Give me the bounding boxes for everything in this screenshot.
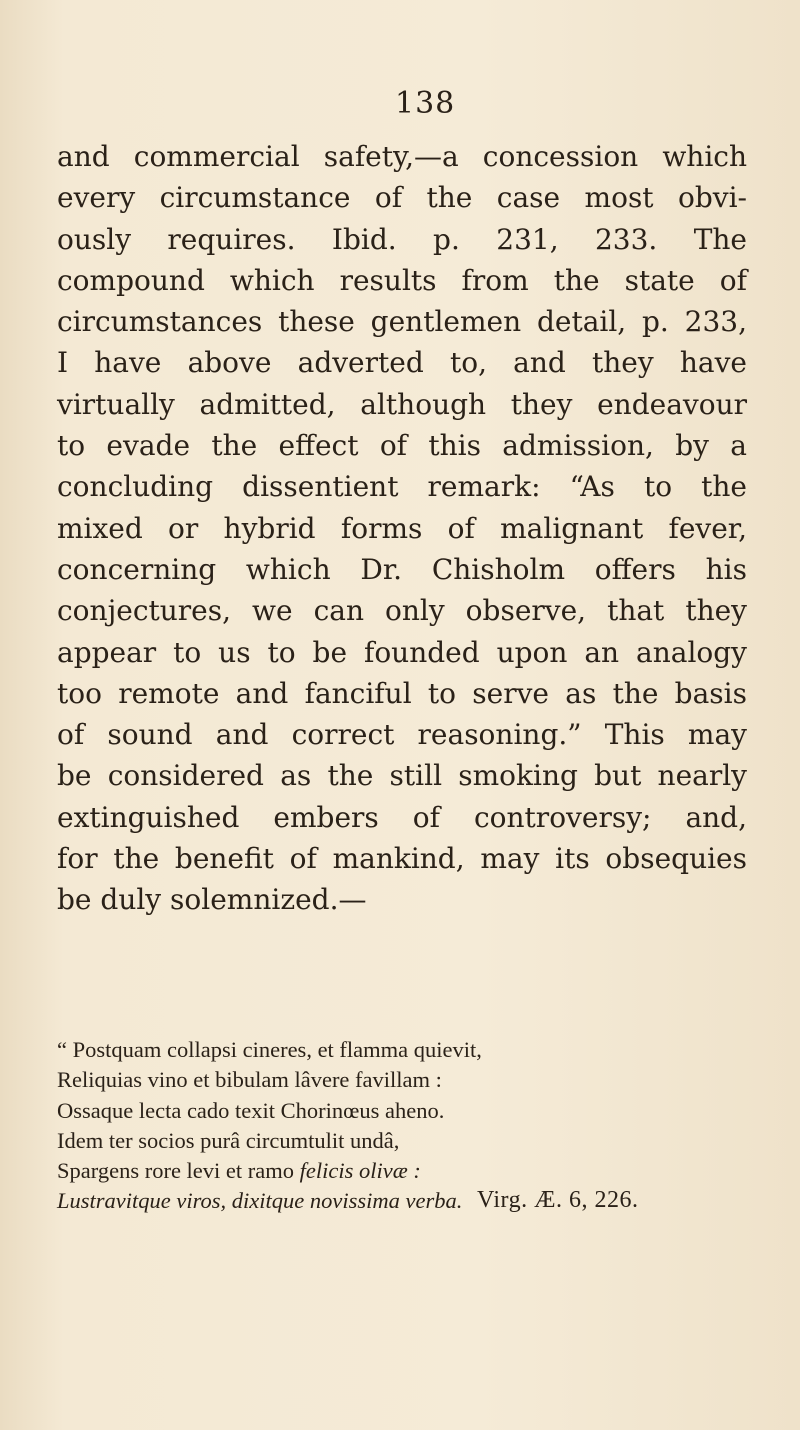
text-line: and commercial safety,—a concession which bbox=[57, 140, 747, 173]
quote-line bbox=[57, 1156, 747, 1186]
text-line: compound which results from the state of bbox=[57, 263, 747, 297]
text-line: I have above adverted to, and they have bbox=[57, 346, 747, 380]
text-line: ously requires. Ibid. p. 231, 233. The bbox=[57, 222, 747, 256]
quote-line: Ossaque lecta cado texit Chorinœus aheno. bbox=[57, 1097, 445, 1123]
text-line: conjectures, we can only observe, that they bbox=[57, 594, 747, 628]
text-line: concerning which Dr. Chisholm offers his bbox=[57, 552, 747, 586]
text-line: mixed or hybrid forms of malignant fever, bbox=[57, 511, 747, 545]
text-line: appear to us to be founded upon an analogy bbox=[57, 635, 747, 669]
quote-citation: Virg. Æ. 6, 226. bbox=[477, 1187, 639, 1213]
quote-line: Idem ter socios purâ circumtulit undâ, bbox=[57, 1127, 400, 1153]
page-number: 138 bbox=[395, 86, 456, 121]
text-line: every circumstance of the case most obvi- bbox=[57, 181, 747, 215]
text-line: extinguished embers of controversy; and, bbox=[57, 800, 747, 834]
quote-line-italic: felicis olivæ : bbox=[299, 1158, 421, 1184]
quote-line-roman: Spargens rore levi et ramo bbox=[57, 1158, 300, 1184]
latin-quotation bbox=[57, 1035, 747, 1217]
quote-line: “ Postquam collapsi cineres, et flamma quievit, bbox=[57, 1037, 482, 1062]
text-line: of sound and correct reasoning.” This may bbox=[57, 718, 747, 752]
text-line: be considered as the still smoking but nearly bbox=[57, 759, 747, 793]
text-line: too remote and fanciful to serve as the basis bbox=[57, 676, 747, 710]
text-line: be duly solemnized.— bbox=[57, 883, 367, 917]
text-line: circumstances these gentlemen detail, p. 233, bbox=[57, 305, 747, 339]
quote-line: Reliquias vino et bibulam lâvere favillam : bbox=[57, 1067, 442, 1093]
text-line: virtually admitted, although they endeavour bbox=[57, 387, 747, 421]
text-line: concluding dissentient remark: “As to the bbox=[57, 470, 747, 504]
quote-line: Lustravitque viros, dixitque novissima verba. bbox=[57, 1188, 463, 1214]
text-line: to evade the effect of this admission, by a bbox=[57, 429, 747, 463]
text-line: for the benefit of mankind, may its obsequies bbox=[57, 842, 747, 876]
body-paragraph bbox=[57, 136, 747, 921]
